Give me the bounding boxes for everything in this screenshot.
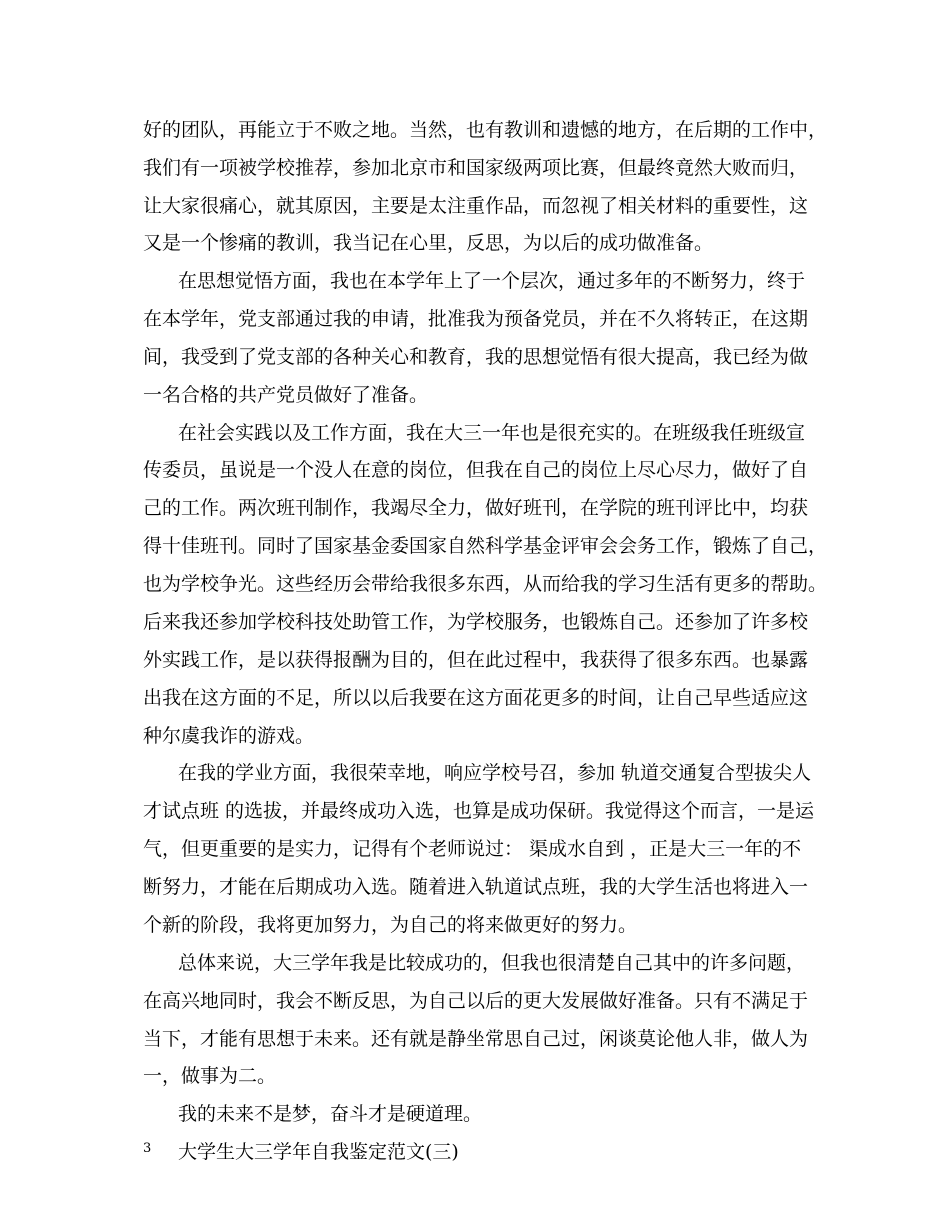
paragraph-line: 在本学年，党支部通过我的申请，批准我为预备党员，并在不久将转正，在这期 — [143, 308, 809, 330]
paragraph-line: 又是一个惨痛的教训，我当记在心里，反思，为以后的成功做准备。 — [143, 232, 714, 254]
paragraph-line: 个新的阶段，我将更加努力，为自己的将来做更好的努力。 — [143, 914, 638, 936]
paragraph-line: 出我在这方面的不足，所以以后我要在这方面花更多的时间，让自己早些适应这 — [143, 687, 809, 709]
paragraph-line: 也为学校争光。这些经历会带给我很多东西，从而给我的学习生活有更多的帮助。 — [143, 573, 828, 595]
paragraph-line: 传委员，虽说是一个没人在意的岗位，但我在自己的岗位上尽心尽力，做好了自 — [143, 459, 809, 481]
paragraph-first-line: 总体来说，大三学年我是比较成功的，但我也很清楚自己其中的许多问题， — [178, 952, 806, 974]
paragraph-line: 一，做事为二。 — [143, 1065, 277, 1087]
closing-line: 我的未来不是梦，奋斗才是硬道理。 — [178, 1103, 483, 1125]
paragraph-line: 当下，才能有思想于未来。还有就是静坐常思自己过，闲谈莫论他人非，做人为 — [143, 1028, 809, 1050]
paragraph-first-line: 在我的学业方面，我很荣幸地，响应学校号召，参加 轨道交通复合型拔尖人 — [178, 762, 812, 784]
paragraph-line: 在高兴地同时，我会不断反思，为自己以后的更大发展做好准备。只有不满足于 — [143, 990, 809, 1012]
paragraph-line: 让大家很痛心，就其原因，主要是太注重作品，而忽视了相关材料的重要性，这 — [143, 195, 809, 217]
paragraph-line: 外实践工作，是以获得报酬为目的，但在此过程中，我获得了很多东西。也暴露 — [143, 649, 809, 671]
paragraph-line: 间，我受到了党支部的各种关心和教育，我的思想觉悟有很大提高，我已经为做 — [143, 346, 809, 368]
paragraph-line: 好的团队，再能立于不败之地。当然，也有教训和遗憾的地方，在后期的工作中， — [143, 119, 828, 141]
paragraph-first-line: 在思想觉悟方面，我也在本学年上了一个层次，通过多年的不断努力，终于 — [178, 270, 806, 292]
paragraph-line: 我们有一项被学校推荐，参加北京市和国家级两项比赛，但最终竟然大败而归， — [143, 157, 809, 179]
paragraph-line: 气，但更重要的是实力，记得有个老师说过： 渠成水自到 ，正是大三一年的不 — [143, 838, 802, 860]
section-heading: 大学生大三学年自我鉴定范文(三) — [178, 1141, 459, 1163]
page-number: 3 — [143, 1141, 152, 1156]
paragraph-line: 断努力，才能在后期成功入选。随着进入轨道试点班，我的大学生活也将进入一 — [143, 876, 809, 898]
paragraph-line: 种尔虞我诈的游戏。 — [143, 725, 315, 747]
paragraph-line: 才试点班 的选拔，并最终成功入选，也算是成功保研。我觉得这个而言，一是运 — [143, 800, 815, 822]
paragraph-line: 得十佳班刊。同时了国家基金委国家自然科学基金评审会会务工作，锻炼了自己， — [143, 535, 828, 557]
paragraph-line: 后来我还参加学校科技处助管工作，为学校服务，也锻炼自己。还参加了许多校 — [143, 611, 809, 633]
paragraph-line: 一名合格的共产党员做好了准备。 — [143, 384, 429, 406]
paragraph-first-line: 在社会实践以及工作方面，我在大三一年也是很充实的。在班级我任班级宣 — [178, 422, 806, 444]
paragraph-line: 己的工作。两次班刊制作，我竭尽全力，做好班刊，在学院的班刊评比中，均获 — [143, 497, 809, 519]
